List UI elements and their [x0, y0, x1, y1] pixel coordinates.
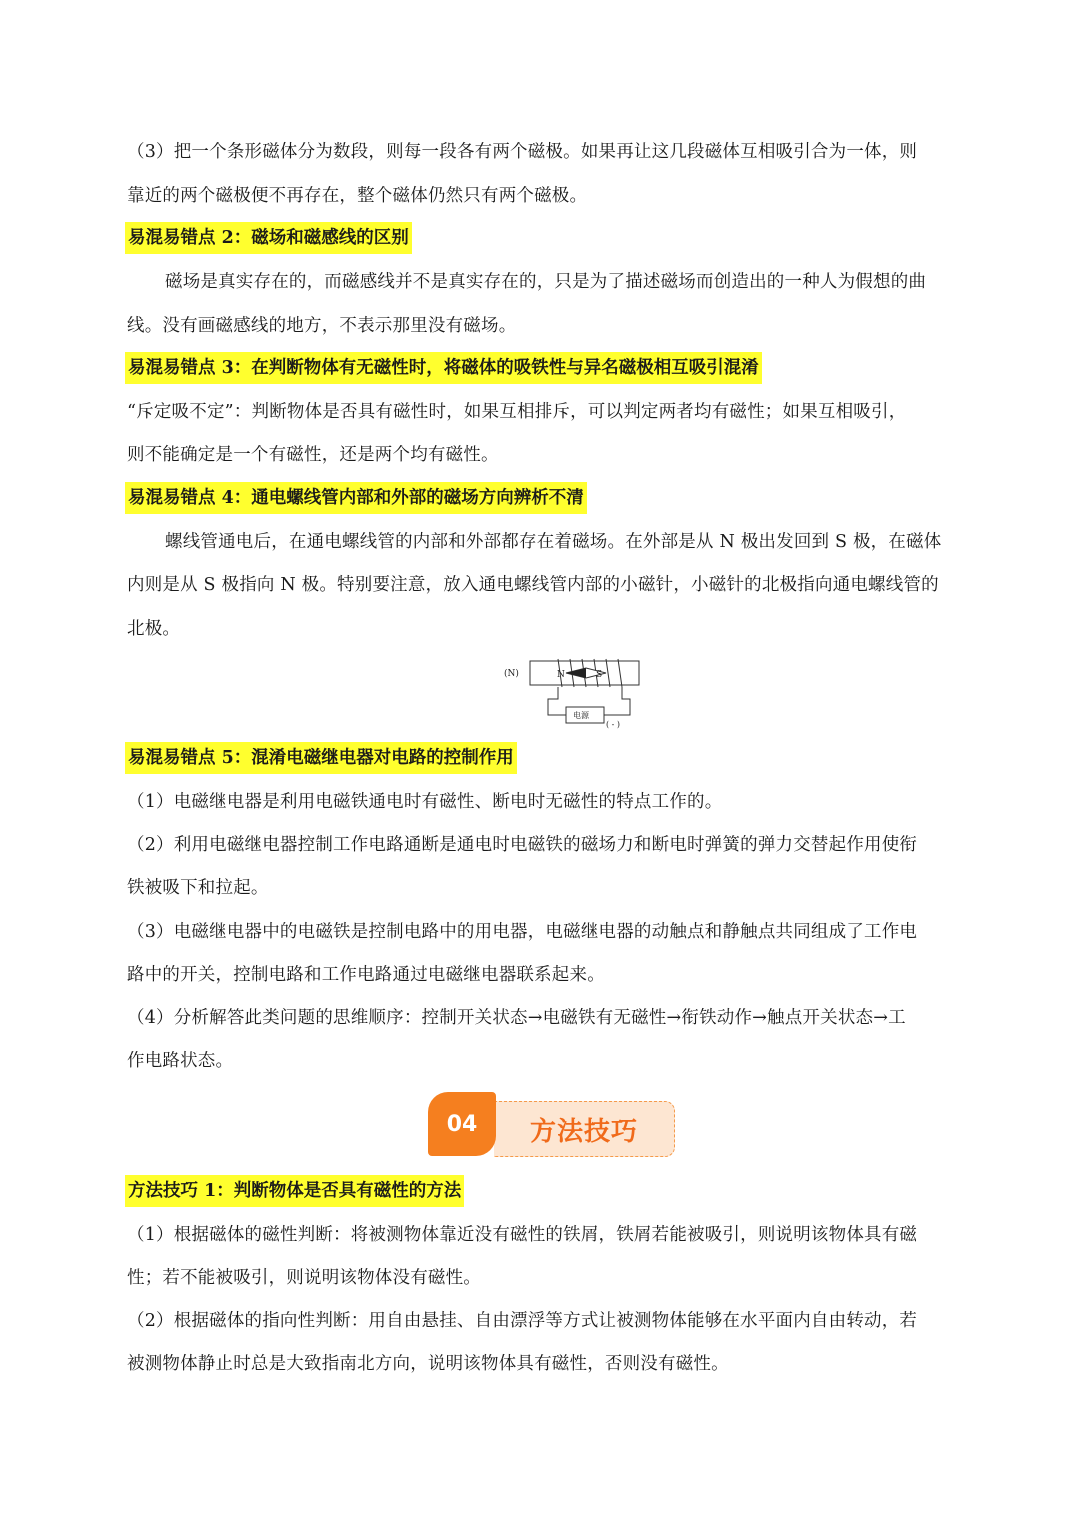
heading-title: 判断物体是否具有磁性的方法	[233, 1181, 462, 1201]
paragraph-line: “斥定吸不定”：判断物体是否具有磁性时，如果互相排斥，可以判定两者均有磁性；如果互相吸引，	[127, 402, 907, 422]
needle-n-label: N	[557, 670, 565, 680]
heading-title: 混淆电磁继电器对电路的控制作用	[251, 748, 514, 768]
needle-north-half	[566, 668, 586, 678]
paragraph-line: 路中的开关，控制电路和工作电路通过电磁继电器联系起来。	[127, 965, 605, 985]
power-label: 电源	[573, 711, 589, 720]
left-pole-label: (N)	[504, 669, 519, 679]
paragraph-line: 铁被吸下和拉起。	[127, 878, 269, 898]
heading-confusion-point-2	[125, 222, 412, 254]
paragraph-line: （1）电磁继电器是利用电磁铁通电时有磁性、断电时无磁性的特点工作的。	[127, 792, 723, 812]
heading-confusion-point-3	[125, 352, 762, 384]
paragraph-line: 被测物体静止时总是大致指南北方向，说明该物体具有磁性，否则没有磁性。	[127, 1354, 729, 1374]
paragraph-line: 磁场是真实存在的，而磁感线并不是真实存在的，只是为了描述磁场而创造出的一种人为假想的曲	[165, 272, 927, 292]
paragraph-line: 螺线管通电后，在通电螺线管的内部和外部都存在着磁场。在外部是从 N 极出发回到 S 极，在磁体	[165, 532, 942, 552]
section-title: 方法技巧	[494, 1101, 675, 1157]
needle-s-label: S	[596, 670, 603, 680]
paragraph-line: 北极。	[127, 619, 181, 639]
heading-prefix: 方法技巧 1：	[128, 1181, 234, 1201]
heading-confusion-point-4	[125, 482, 587, 514]
heading-method-1	[125, 1175, 464, 1207]
paragraph-line: 性；若不能被吸引，则说明该物体没有磁性。	[127, 1268, 481, 1288]
heading-prefix: 易混易错点 4：	[128, 488, 252, 508]
wire-right	[604, 687, 630, 715]
paragraph-line: （2）根据磁体的指向性判断：用自由悬挂、自由漂浮等方式让被测物体能够在水平面内自由转动，若	[127, 1311, 918, 1331]
paragraph-line: （1）根据磁体的磁性判断：将被测物体靠近没有磁性的铁屑，铁屑若能被吸引，则说明该物体具有磁	[127, 1225, 918, 1245]
paragraph-line: 作电路状态。	[127, 1051, 234, 1071]
paragraph-line: 靠近的两个磁极便不再存在，整个磁体仍然只有两个磁极。	[127, 186, 588, 206]
paragraph-line: 线。没有画磁感线的地方，不表示那里没有磁场。	[127, 316, 517, 336]
heading-confusion-point-5	[125, 742, 517, 774]
heading-title: 通电螺线管内部和外部的磁场方向辨析不清	[251, 488, 584, 508]
paragraph-line: （3）把一个条形磁体分为数段，则每一段各有两个磁极。如果再让这几段磁体互相吸引合为一体，则	[127, 142, 918, 162]
paragraph-line: 则不能确定是一个有磁性，还是两个均有磁性。	[127, 445, 499, 465]
wire-left	[548, 687, 566, 715]
heading-title: 磁场和磁感线的区别	[251, 228, 409, 248]
heading-prefix: 易混易错点 3：	[128, 358, 252, 378]
section-number: 04	[428, 1092, 496, 1156]
solenoid-diagram	[500, 655, 645, 730]
heading-prefix: 易混易错点 2：	[128, 228, 252, 248]
paragraph-line: （3）电磁继电器中的电磁铁是控制电路中的用电器，电磁继电器的动触点和静触点共同组成了工作电	[127, 922, 918, 942]
paragraph-line: （2）利用电磁继电器控制工作电路通断是通电时电磁铁的磁场力和断电时弹簧的弹力交替起作用使衔	[127, 835, 918, 855]
heading-title: 在判断物体有无磁性时，将磁体的吸铁性与异名磁极相互吸引混淆	[251, 358, 759, 378]
paragraph-line: 内则是从 S 极指向 N 极。特别要注意，放入通电螺线管内部的小磁针，小磁针的北极指向通电螺线管的	[127, 575, 939, 595]
minus-label: ( - )	[606, 720, 621, 729]
paragraph-line: （4）分析解答此类问题的思维顺序：控制开关状态→电磁铁有无磁性→衔铁动作→触点开关状态→工	[127, 1008, 906, 1028]
section-badge	[428, 1092, 680, 1160]
heading-prefix: 易混易错点 5：	[128, 748, 252, 768]
